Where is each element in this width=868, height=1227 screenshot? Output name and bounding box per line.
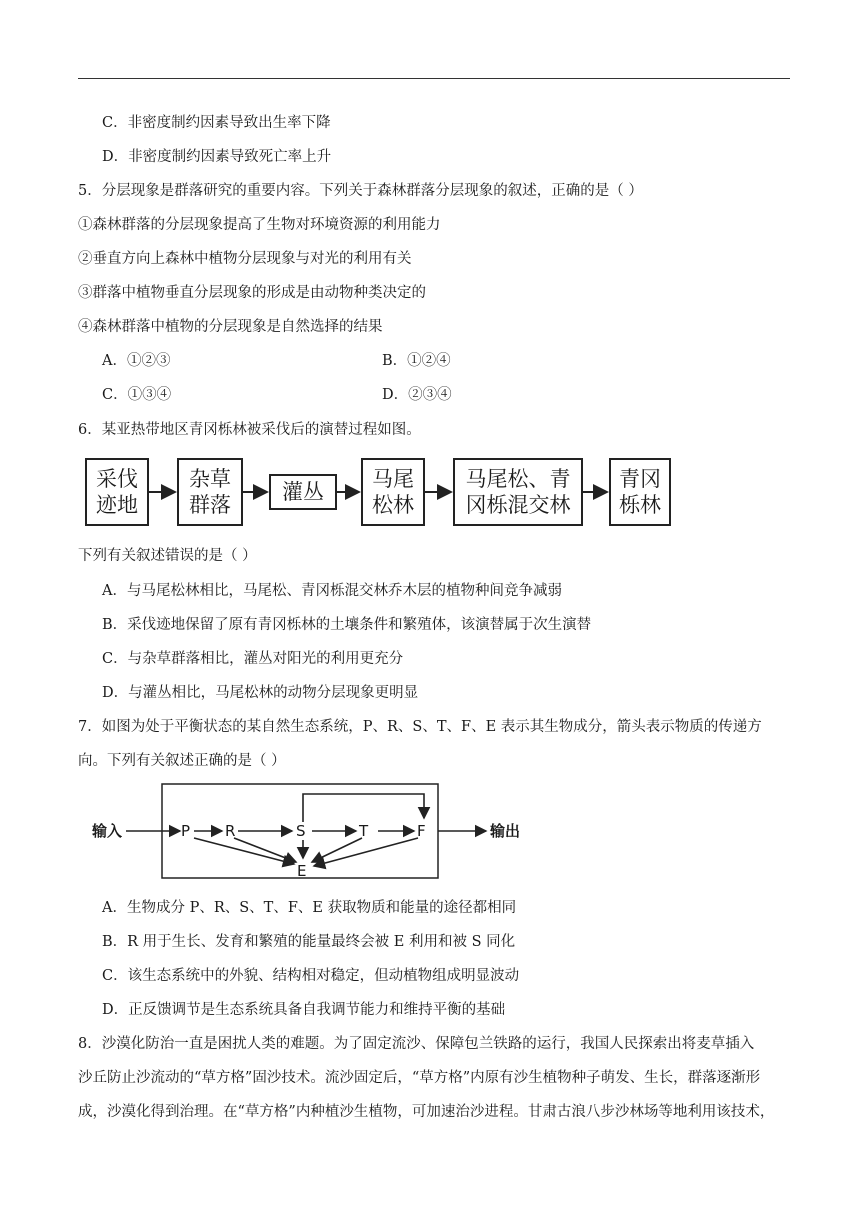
node-r: R <box>225 822 236 840</box>
q5-statement-2: ②垂直方向上森林中植物分层现象与对光的利用有关 <box>78 251 412 267</box>
input-label: 输入 <box>92 822 123 840</box>
flow-box-masson-pine-forest: 马尾 松林 <box>361 458 425 526</box>
flow-box-oak-forest: 青冈 栎林 <box>609 458 671 526</box>
q8-stem-line1: 8．沙漠化防治一直是困扰人类的难题。为了固定流沙、保障包兰铁路的运行，我国人民探索出将麦草插入 <box>78 1036 755 1052</box>
q5-option-d: D．②③④ <box>382 387 452 403</box>
q7-option-a: A．生物成分 P、R、S、T、F、E 获取物质和能量的途径都相同 <box>102 900 517 916</box>
q5-option-c: C．①③④ <box>102 387 172 403</box>
arrow-t-e <box>312 838 362 862</box>
ecosystem-diagram <box>92 782 532 882</box>
flow-box-mixed-forest: 马尾松、青 冈栎混交林 <box>453 458 583 526</box>
q7-stem-line1: 7．如图为处于平衡状态的某自然生态系统，P、R、S、T、F、E 表示其生物成分，箭头表示物质的传递方 <box>78 719 762 735</box>
node-s: S <box>296 822 306 840</box>
node-e: E <box>297 862 307 880</box>
q7-option-b: B．R 用于生长、发育和繁殖的能量最终会被 E 利用和被 S 同化 <box>102 934 516 950</box>
q5-stem: 5．分层现象是群落研究的重要内容。下列关于森林群落分层现象的叙述，正确的是（ ） <box>78 183 643 199</box>
q6-question: 下列有关叙述错误的是（ ） <box>78 548 257 564</box>
q8-stem-line2: 沙丘防止沙流动的“草方格”固沙技术。流沙固定后，“草方格”内原有沙生植物种子萌发、生长，群落逐渐形 <box>78 1070 761 1086</box>
arrow-f-e <box>314 838 418 866</box>
flow-box-weed-community: 杂草 群落 <box>177 458 243 526</box>
q5-statement-4: ④森林群落中植物的分层现象是自然选择的结果 <box>78 319 383 335</box>
q4-option-d: D．非密度制约因素导致死亡率上升 <box>102 149 332 165</box>
header-rule <box>78 78 790 79</box>
flow-box-logged-land: 采伐 迹地 <box>85 458 149 526</box>
node-f: F <box>417 822 426 840</box>
succession-diagram <box>85 458 685 526</box>
node-p: P <box>181 822 191 840</box>
ecosystem-arrows <box>92 782 532 882</box>
arrow-s-f <box>303 794 424 822</box>
q6-option-b: B．采伐迹地保留了原有青冈栎林的土壤条件和繁殖体，该演替属于次生演替 <box>102 617 592 633</box>
q8-stem-line3: 成，沙漠化得到治理。在“草方格”内种植沙生植物，可加速治沙进程。甘肃古浪八步沙林场等地利用该技术， <box>78 1104 775 1120</box>
q5-option-a: A．①②③ <box>102 353 171 369</box>
q5-option-b: B．①②④ <box>382 353 451 369</box>
q4-option-c: C．非密度制约因素导致出生率下降 <box>102 115 331 131</box>
flow-box-shrub: 灌丛 <box>269 474 337 510</box>
q7-option-c: C．该生态系统中的外貌、结构相对稳定，但动植物组成明显波动 <box>102 968 520 984</box>
q6-option-d: D．与灌丛相比，马尾松林的动物分层现象更明显 <box>102 685 419 701</box>
q7-stem-line2: 向。下列有关叙述正确的是（ ） <box>78 753 286 769</box>
q5-statement-3: ③群落中植物垂直分层现象的形成是由动物种类决定的 <box>78 285 426 301</box>
output-label: 输出 <box>490 822 521 840</box>
node-t: T <box>359 822 369 840</box>
q7-option-d: D．正反馈调节是生态系统具备自我调节能力和维持平衡的基础 <box>102 1002 506 1018</box>
q6-stem: 6．某亚热带地区青冈栎林被采伐后的演替过程如图。 <box>78 422 421 438</box>
q5-statement-1: ①森林群落的分层现象提高了生物对环境资源的利用能力 <box>78 217 441 233</box>
q6-option-c: C．与杂草群落相比，灌丛对阳光的利用更充分 <box>102 651 404 667</box>
q6-option-a: A．与马尾松林相比，马尾松、青冈栎混交林乔木层的植物种间竞争减弱 <box>102 583 562 599</box>
